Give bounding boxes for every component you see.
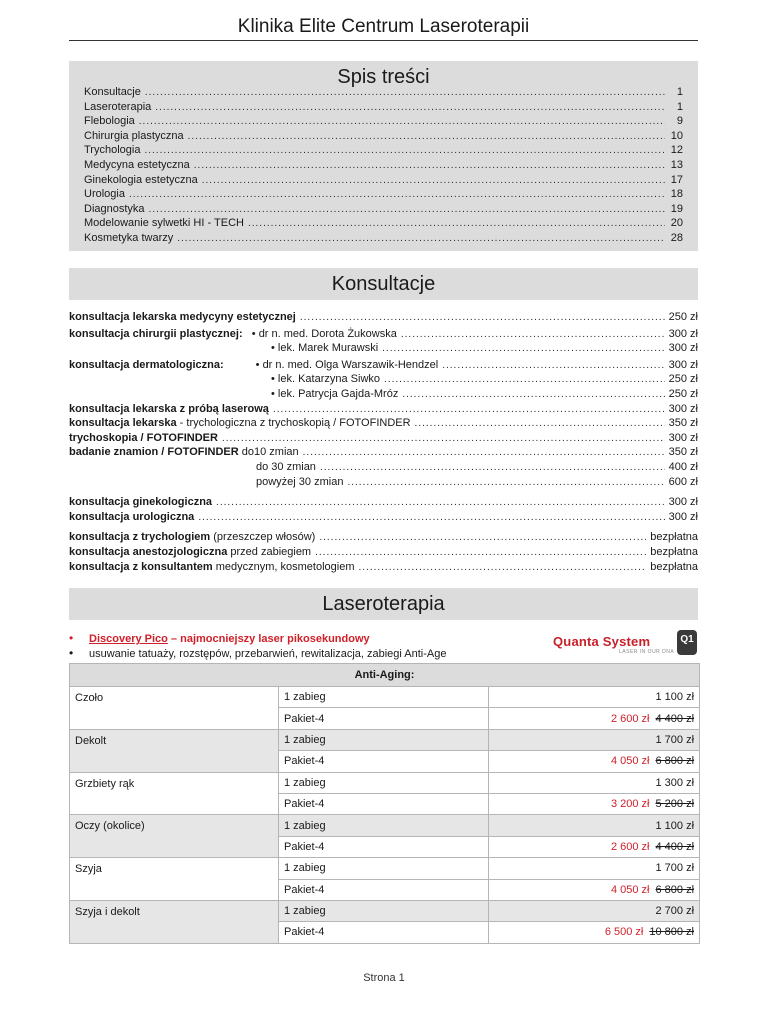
table-row: Szyja i dekolt 1 zabieg 2 700 zł xyxy=(70,900,700,921)
device-info xyxy=(69,631,446,661)
table-row: Pakiet-4 2 600 zł 4 400 zł xyxy=(70,836,700,857)
table-row: Pakiet-4 6 500 zł 10 800 zł xyxy=(70,922,700,943)
toc-item[interactable]: Chirurgia plastyczna ..... 10 xyxy=(84,129,683,144)
quanta-system-logo: Quanta System LASER IN OUR DNA Q1 xyxy=(553,629,698,659)
list-item: badanie znamion / FOTOFINDER do10 zmian ..... 350 zł xyxy=(69,445,698,460)
toc-item[interactable]: Diagnostyka ..... 19 xyxy=(84,202,683,217)
treatment-area: Czoło xyxy=(70,687,279,730)
toc-item[interactable]: Ginekologia estetyczna ..... 17 xyxy=(84,173,683,188)
toc-item[interactable]: Medycyna estetyczna ..... 13 xyxy=(84,158,683,173)
list-item: konsultacja ginekologiczna ..... 300 zł xyxy=(69,495,698,510)
list-item: konsultacja lekarska z próbą laserową ..... 300 zł xyxy=(69,402,698,417)
toc-item[interactable]: Konsultacje ..... 1 xyxy=(84,85,683,100)
discovery-pico-link[interactable]: Discovery Pico xyxy=(89,633,168,645)
list-item: • lek. Patrycja Gajda-Mróz ..... 250 zł xyxy=(69,387,698,402)
document-title: Klinika Elite Centrum Laseroterapii xyxy=(237,16,530,37)
bullet-icon: • xyxy=(69,631,74,645)
treatment-area: Oczy (okolice) xyxy=(70,815,279,858)
toc-item[interactable]: Laseroterapia ..... 1 xyxy=(84,100,683,115)
treatment-area: Grzbiety rąk xyxy=(70,772,279,815)
toc-item[interactable]: Urologia ..... 18 xyxy=(84,187,683,202)
table-row: Pakiet-4 4 050 zł 6 800 zł xyxy=(70,751,700,772)
section-heading-laseroterapia: Laseroterapia xyxy=(69,588,698,620)
treatment-area: Szyja xyxy=(70,858,279,901)
toc-item[interactable]: Kosmetyka twarzy ..... 28 xyxy=(84,231,683,246)
list-item: powyżej 30 zmian ..... 600 zł xyxy=(69,475,698,490)
list-item: konsultacja z trychologiem (przeszczep włosów) ..... bezpłatna xyxy=(69,530,698,545)
bullet-icon: • xyxy=(69,646,74,660)
table-row: Oczy (okolice) 1 zabieg 1 100 zł xyxy=(70,815,700,836)
list-item: • Discovery Pico – najmocniejszy laser pikosekundowy xyxy=(69,631,370,645)
list-item: konsultacja z konsultantem medycznym, kosmetologiem ..... bezpłatna xyxy=(69,560,698,575)
title-divider xyxy=(69,40,698,41)
toc-list xyxy=(84,85,683,246)
list-item: do 30 zmian ..... 400 zł xyxy=(69,460,698,475)
section-heading-konsultacje: Konsultacje xyxy=(69,268,698,300)
list-item: • lek. Marek Murawski ..... 300 zł xyxy=(69,341,698,356)
table-row: Pakiet-4 4 050 zł 6 800 zł xyxy=(70,879,700,900)
list-item: konsultacja chirurgii plastycznej: • dr n. med. Dorota Żukowska ..... 300 zł xyxy=(69,327,698,342)
table-row: Dekolt 1 zabieg 1 700 zł xyxy=(70,729,700,750)
list-item: konsultacja anestozjologiczna przed zabiegiem ..... bezpłatna xyxy=(69,545,698,560)
toc-item[interactable]: Flebologia ..... 9 xyxy=(84,114,683,129)
table-row: Czoło 1 zabieg 1 100 zł xyxy=(70,687,700,708)
list-item: • lek. Katarzyna Siwko ..... 250 zł xyxy=(69,372,698,387)
list-item: konsultacja lekarska medycyny estetycznej ..... 250 zł xyxy=(69,310,698,325)
list-item: • usuwanie tatuaży, rozstępów, przebarwień, rewitalizacja, zabiegi Anti-Age xyxy=(69,646,447,660)
table-header: Anti-Aging: xyxy=(70,664,700,687)
anti-aging-price-table xyxy=(69,663,700,944)
table-row: Szyja 1 zabieg 1 700 zł xyxy=(70,858,700,879)
table-of-contents xyxy=(69,61,698,251)
table-row: Pakiet-4 2 600 zł 4 400 zł xyxy=(70,708,700,729)
list-item: konsultacja lekarska - trychologiczna z trychoskopią / FOTOFINDER ..... 350 zł xyxy=(69,416,698,431)
table-row: Pakiet-4 3 200 zł 5 200 zł xyxy=(70,793,700,814)
consultation-price-list xyxy=(69,310,698,574)
list-item: konsultacja dermatologiczna: • dr n. med. Olga Warszawik-Hendzel ..... 300 zł xyxy=(69,358,698,373)
treatment-area: Szyja i dekolt xyxy=(70,900,279,943)
treatment-area: Dekolt xyxy=(70,729,279,772)
toc-item[interactable]: Trychologia ..... 12 xyxy=(84,143,683,158)
page-number: Strona 1 xyxy=(363,972,405,984)
list-item: trychoskopia / FOTOFINDER ..... 300 zł xyxy=(69,431,698,446)
toc-item[interactable]: Modelowanie sylwetki HI - TECH ..... 20 xyxy=(84,216,683,231)
list-item: konsultacja urologiczna ..... 300 zł xyxy=(69,510,698,525)
toc-heading: Spis treści xyxy=(337,66,430,88)
table-row: Grzbiety rąk 1 zabieg 1 300 zł xyxy=(70,772,700,793)
